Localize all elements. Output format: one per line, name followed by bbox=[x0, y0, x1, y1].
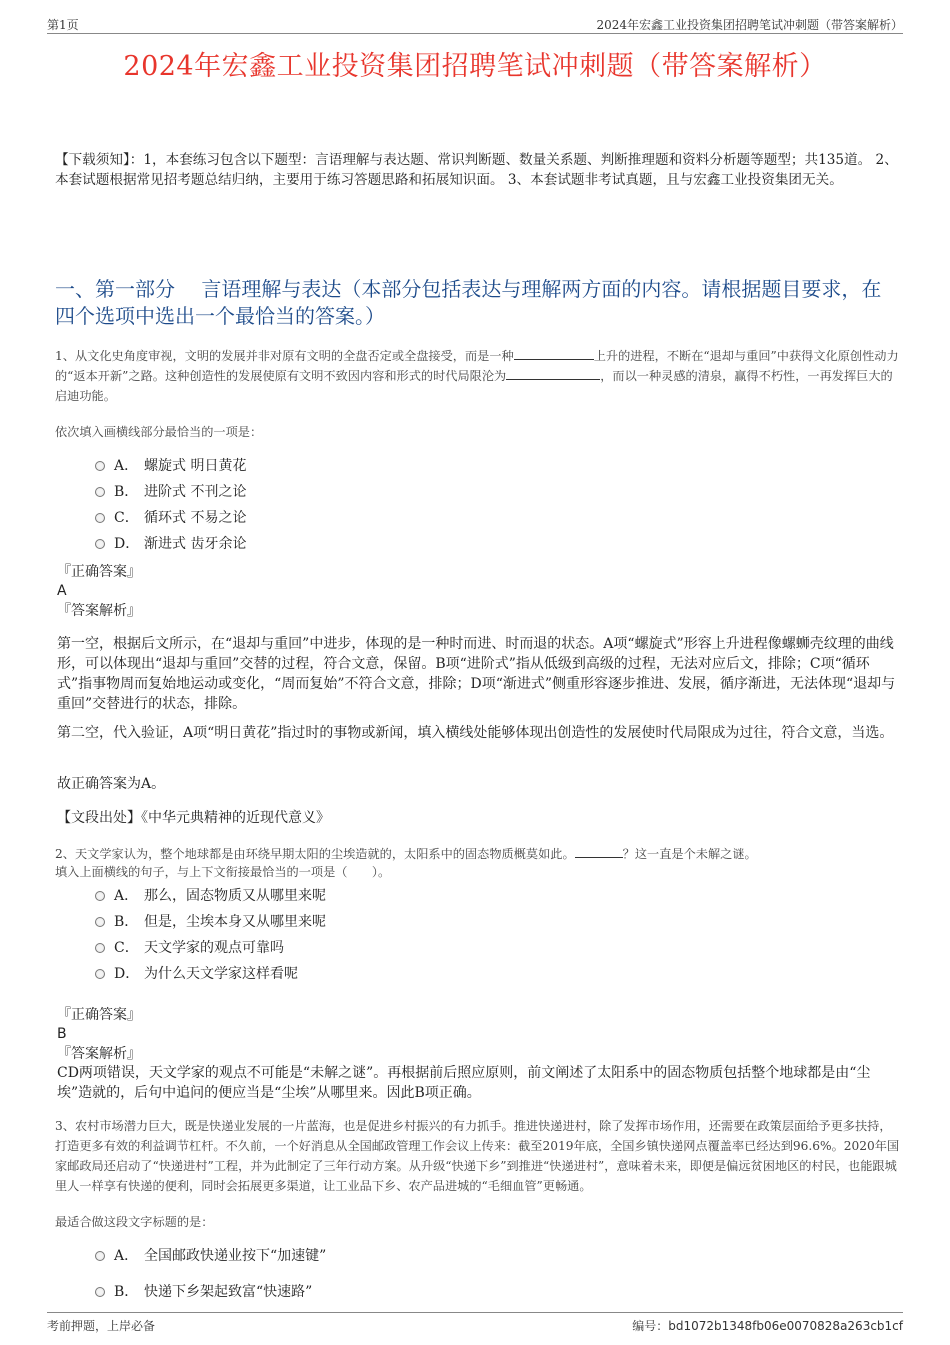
section-heading: 一、第一部分 言语理解与表达（本部分包括表达与理解两方面的内容。请根据题目要求，在四个选项中选出一个最恰当的答案。） bbox=[55, 277, 882, 328]
radio-icon[interactable] bbox=[95, 487, 105, 497]
fill-blank bbox=[575, 844, 623, 858]
question-1-answer: A bbox=[57, 583, 67, 599]
question-2-analysis: CD两项错误，天文学家的观点不可能是“未解之谜”。再根据前后照应原则，前文阐述了太阳系中的固态物质包括整个地球都是由“尘埃”造就的，后句中追问的便应当是“尘埃”从哪里来。因此B项正确。 bbox=[57, 1065, 871, 1101]
question-3-option-b[interactable]: B． 快递下乡架起致富“快速路” bbox=[95, 1282, 312, 1302]
radio-icon[interactable] bbox=[95, 1251, 105, 1261]
question-1-answer-label: 『正确答案』 bbox=[57, 564, 141, 580]
footer-code: 编号：bd1072b1348fb06e0070828a263cb1cf bbox=[632, 1319, 903, 1333]
question-1-option-d[interactable]: D． 渐进式 齿牙余论 bbox=[95, 534, 246, 554]
question-1-option-a[interactable]: A． 螺旋式 明日黄花 bbox=[95, 456, 246, 476]
question-2-option-b[interactable]: B． 但是，尘埃本身又从哪里来呢 bbox=[95, 912, 326, 932]
header-doc-title: 2024年宏鑫工业投资集团招聘笔试冲刺题（带答案解析） bbox=[596, 18, 903, 32]
radio-icon[interactable] bbox=[95, 943, 105, 953]
question-2-answer-label: 『正确答案』 bbox=[57, 1007, 141, 1023]
question-2-stem: 2、天文学家认为，整个地球都是由环绕早期太阳的尘埃造就的，太阳系中的固态物质概莫如此。 ？这一直是个未解之谜。 bbox=[55, 844, 900, 864]
question-1-conclusion: 故正确答案为A。 bbox=[57, 776, 166, 792]
question-3-stem: 3、农村市场潜力巨大，既是快递业发展的一片蓝海，也是促进乡村振兴的有力抓手。推进快递进村，除了发挥市场作用，还需要在政策层面给予更多扶持，打造更多有效的利益调节杠杆。不久前，一个好消息从全国邮政管理工作会议上传来：截至2019年底，全国乡镇快递网点覆盖率已经达到96.6%。2020年国家邮政局还启动了“快递进村”工程，并为此制定了三年行动方案。从升级“快递下乡”到推进“快递进村”，意味着未来，即便是偏远贫困地区的村民，也能跟城里人一样享有快递的便利，同时会拓展更多渠道，让工业品下乡、农产品进城的“毛细血管”更畅通。 bbox=[55, 1119, 900, 1193]
question-1-analysis-1: 第一空，根据后文所示，在“退却与重回”中进步，体现的是一种时而进、时而退的状态。A项“螺旋式”形容上升进程像螺蛳壳纹理的曲线形，可以体现出“退却与重回”交替的过程，符合文意，保留。B项“进阶式”指从低级到高级的过程，无法对应后文，排除；C项“循环式”指事物周而复始地运动或变化，“周而复始”不符合文意，排除；D项“渐进式”侧重形容逐步推进、发展，循序渐进，无法体现“退却与重回”交替进行的状态，排除。 bbox=[57, 636, 896, 712]
radio-icon[interactable] bbox=[95, 891, 105, 901]
question-1-option-c[interactable]: C． 循环式 不易之论 bbox=[95, 508, 246, 528]
question-1-option-b[interactable]: B． 进阶式 不刊之论 bbox=[95, 482, 246, 502]
radio-icon[interactable] bbox=[95, 513, 105, 523]
question-1-analysis-label: 『答案解析』 bbox=[57, 603, 141, 619]
radio-icon[interactable] bbox=[95, 461, 105, 471]
radio-icon[interactable] bbox=[95, 969, 105, 979]
question-2-answer: B bbox=[57, 1026, 67, 1042]
question-2-option-d[interactable]: D． 为什么天文学家这样看呢 bbox=[95, 964, 298, 984]
question-2-prompt: 填入上面横线的句子，与上下文衔接最恰当的一项是（ ）。 bbox=[55, 865, 391, 879]
page-footer bbox=[47, 1312, 903, 1336]
download-notice: 【下载须知】：1，本套练习包含以下题型：言语理解与表达题、常识判断题、数量关系题、判断推理题和资料分析题等题型；共135道。 2、本套试题根据常见招考题总结归纳，主要用于练习答题思路和拓展知识面。 3、本套试题非考试真题，且与宏鑫工业投资集团无关。 bbox=[55, 152, 898, 188]
question-2-option-a[interactable]: A． 那么，固态物质又从哪里来呢 bbox=[95, 886, 326, 906]
radio-icon[interactable] bbox=[95, 1287, 105, 1297]
radio-icon[interactable] bbox=[95, 917, 105, 927]
fill-blank bbox=[506, 366, 600, 380]
question-3-prompt: 最适合做这段文字标题的是： bbox=[55, 1215, 214, 1229]
question-1-prompt: 依次填入画横线部分最恰当的一项是： bbox=[55, 425, 263, 439]
question-1-stem: 1、从文化史角度审视，文明的发展并非对原有文明的全盘否定或全盘接受，而是一种 上升的进程，不断在“退却与重回”中获得文化原创性动力的“返本开新”之路。这种创造性的发展使原有文明不致因内容和形式的时代局限沦为 ，而以一种灵感的清泉，赢得不朽性，一再发挥巨大的启迪功能。 bbox=[55, 346, 900, 406]
question-2-analysis-label: 『答案解析』 bbox=[57, 1046, 141, 1062]
question-2-option-c[interactable]: C． 天文学家的观点可靠吗 bbox=[95, 938, 284, 958]
page-number: 第1页 bbox=[47, 18, 79, 32]
question-3-option-a[interactable]: A． 全国邮政快递业按下“加速键” bbox=[95, 1246, 326, 1266]
radio-icon[interactable] bbox=[95, 539, 105, 549]
question-1-analysis-2: 第二空，代入验证，A项“明日黄花”指过时的事物或新闻，填入横线处能够体现出创造性的发展使时代局限成为过往，符合文意，当选。 bbox=[57, 725, 894, 741]
footer-slogan: 考前押题，上岸必备 bbox=[47, 1319, 156, 1333]
question-1-source: 【文段出处】《中华元典精神的近现代意义》 bbox=[57, 810, 330, 826]
fill-blank bbox=[514, 346, 594, 360]
document-title: 2024年宏鑫工业投资集团招聘笔试冲刺题（带答案解析） bbox=[123, 51, 827, 82]
page-header bbox=[47, 14, 903, 34]
